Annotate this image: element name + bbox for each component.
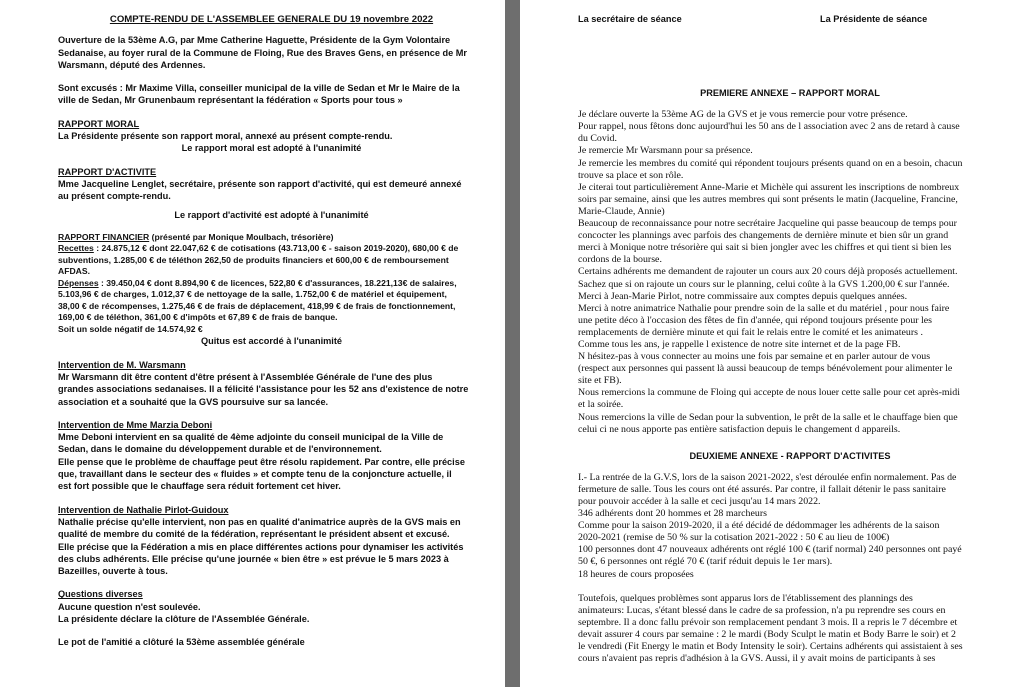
body-line: Je citerai tout particulièrement Anne-Marie et Michèle qui assurent les inscriptions de nombreux <box>578 181 960 193</box>
body-line: Merci à Jean-Marie Pirlot, notre commissaire aux comptes depuis quelques années. <box>578 290 908 302</box>
intro-line: Warsmann, député des Ardennes. <box>58 59 206 70</box>
body-line: N hésitez-pas à vous connecter au moins une fois par semaine et en parler autour de vous <box>578 351 931 363</box>
body-line: concocter les plannings avec parfois des changements de dernière minute et bien sûr un grand <box>578 230 949 242</box>
body-line: Nous remercions la ville de Sedan pour la subvention, le prêt de la salle et le chauffage bien que <box>578 411 958 423</box>
body-line: 18 heures de cours proposées <box>578 568 694 580</box>
body-line: Sachez que si on rajoute un cours sur le planning, celui coûte à la GVS 1.200,00 € sur l'année. <box>578 278 950 290</box>
body-line: trouve sa place et son rôle. <box>578 169 684 181</box>
questions-heading: Questions diverses <box>58 589 143 600</box>
solde-line: Soit un solde négatif de 14.574,92 € <box>58 323 203 334</box>
questions-line: La présidente déclare la clôture de l'Assemblée Générale. <box>58 614 310 624</box>
warsmann-line: grandes associations sedanaises. Il a félicité l'assistance pour les 52 ans d'existence de notre <box>58 384 469 395</box>
body-line: 100 personnes dont 47 nouveaux adhérents ont réglé 100 € (tarif normal) 240 personnes ont payé <box>578 544 962 556</box>
body-line: 2020-2021 (remise de 50 % sur la cotisation 2021-2022 : 50 € au lieu de 100€) <box>578 532 890 544</box>
excuses-paragraph <box>58 82 485 107</box>
body-line: le vendredi (Fit Energy le matin et Body Intensity le soir). Certains adhérents qui assistaient à ses <box>578 641 963 653</box>
body-line: cours n'avaient pas repris d'adhésion à la GVS. Aussi, il y avait moins de participants à ses <box>578 653 936 665</box>
pirlot-line: des clubs adhérents. Elle précise qu'une journée « bien être » est prévue le 5 mars 2023 à <box>58 553 449 564</box>
pirlot-line: Bazeilles, ouverte à tous. <box>58 566 168 577</box>
body-line: pour pouvoir accéder à la salle et ceci jusqu'au 14 mars 2022. <box>578 496 821 507</box>
body-line: septembre. Il a donc fallu prévoir son remplacement pendant 3 mois. Il a repris le 7 décembre et <box>578 616 958 628</box>
pirlot-line: qualité de membre du comité de la fédération, représentant le président absent et excusé. <box>58 529 450 540</box>
moral-adopt: Le rapport moral est adopté à l'unanimité <box>181 143 362 154</box>
recettes-label: Recettes <box>58 243 94 254</box>
recettes-line: AFDAS. <box>58 266 90 277</box>
recettes-line: subventions, 1.285,00 € de téléthon 262,50 de produits financiers et 600,00 € de remboursement <box>58 254 449 265</box>
body-line: merci à Monique notre trésorière qui sait si bien jongler avec les chiffres et qui tient si bien les <box>578 242 952 254</box>
document-title: COMPTE-RENDU DE L'ASSEMBLEE GENERALE DU 19 novembre 2022 <box>109 14 434 25</box>
body-line: site et FB). <box>578 375 622 387</box>
presidente-label: La Présidente de séance <box>820 14 928 24</box>
deboni-line: est fort possible que le chauffage sera réduit fortement cet hiver. <box>58 481 341 492</box>
deboni-heading: Intervention de Mme Marzia Deboni <box>58 419 213 430</box>
moral-heading: RAPPORT MORAL <box>58 118 140 129</box>
body-line: Je remercie Mr Warsmann pour sa présence. <box>578 145 753 157</box>
deboni-line: Elle pense que le problème de chauffage peut être résolu rapidement. Par contre, elle précise <box>58 456 465 467</box>
activite-adopt: Le rapport d'activité est adopté à l'unanimité <box>174 209 369 220</box>
warsmann-line: Mr Warsmann dit être content d'être présent à l'Assemblée Générale de l'une des plus <box>58 371 433 382</box>
secretaire-label: La secrétaire de séance <box>578 14 682 24</box>
intro-line: Sedanaise, au foyer rural de la Commune de Floing, Rue des Braves Gens, en présence de Mr <box>58 47 467 58</box>
pirlot-heading: Intervention de Nathalie Pirlot-Guidoux <box>58 504 229 515</box>
body-line: Comme tous les ans, je rappelle l existence de notre site internet et de la page FB. <box>578 338 901 350</box>
annex1-body <box>578 109 1002 436</box>
warsmann-heading: Intervention de M. Warsmann <box>58 359 186 370</box>
depenses-label: Dépenses <box>58 277 99 288</box>
body-line: cordons de la bourse. <box>578 254 662 266</box>
annex2-title: DEUXIEME ANNEXE - RAPPORT D'ACTIVITES <box>689 450 891 461</box>
body-line: du Covid. <box>578 133 617 145</box>
body-line: Je remercie les membres du comité qui répondent toujours présents quand on en a besoin, chacun <box>578 157 963 169</box>
body-line: 50 €, 6 personnes ont réglé 70 € (tarif réduit depuis le 1er mars). <box>578 556 833 568</box>
body-line: soirs par semaine, ainsi que les autres membres qui sont présents le matin (Jacqueline, Francine, <box>578 193 958 205</box>
page-right <box>520 0 1024 687</box>
financier-heading: RAPPORT FINANCIER <box>58 231 150 242</box>
page-left <box>0 0 505 687</box>
pirlot-line: Elle précise que la Fédération a mis en place différentes actions pour dynamiser les activités <box>58 541 464 552</box>
body-line: Marie-Claude, Annie) <box>578 205 665 217</box>
depenses-line: : 39.450,04 € dont 8.894,90 € de licences, 522,80 € d'assurances, 18.221,13€ de salaires, <box>98 277 457 288</box>
excuses-line: ville de Sedan, Mr Grunenbaum représentant la fédération « Sports pour tous » <box>58 95 403 106</box>
activite-line: au présent compte-rendu. <box>58 191 171 202</box>
deboni-line: que, travaillant dans le secteur des « fluides » et compte tenu de la conjoncture actuelle, il <box>58 469 452 480</box>
body-line: (respect aux personnes qui passent là aussi beaucoup de temps bénévolement pour alimenter le <box>578 363 953 375</box>
quitus: Quitus est accordé à l'unanimité <box>200 336 343 347</box>
activite-line: Mme Jacqueline Lenglet, secrétaire, présente son rapport d'activité, qui est demeuré annexé <box>58 178 462 189</box>
body-line: animateurs: Lucas, s'étant blessé dans le cadre de sa profession, n'a pu reprendre ses cours en <box>578 604 946 616</box>
financier-section <box>58 232 485 336</box>
recettes-line: : 24.875,12 € dont 22.047,62 € de cotisations (43.713,00 € - saison 2019-2020), 680,00 € de <box>93 243 459 254</box>
moral-text: La Présidente présente son rapport moral, annexé au présent compte-rendu. <box>58 131 393 142</box>
pirlot-line: Nathalie précise qu'elle intervient, non pas en qualité d'animatrice auprès de la GVS mais en <box>58 516 461 527</box>
body-line: Beaucoup de reconnaissance pour notre secrétaire Jacqueline qui passe beaucoup de temps pour <box>578 218 957 230</box>
body-line: Pour rappel, nous fêtons donc aujourd'hui les 50 ans de l association avec 2 ans de retard à cause <box>578 121 960 133</box>
depenses-line: 169,00 € de téléthon, 361,00 € d'impôts et 67,89 € de frais de banque. <box>58 312 338 323</box>
intro-paragraph <box>58 34 485 71</box>
body-line: remplacements de dernière minute et qui fait le relais entre le comité et les animateurs . <box>578 326 923 338</box>
body-line: et la soirée. <box>578 399 624 411</box>
questions-line: Aucune question n'est soulevée. <box>58 601 201 612</box>
annex2b-body <box>578 593 1002 666</box>
annex2-body <box>578 472 1002 581</box>
body-line: fermeture de salle. Tous les cours ont été assurés. Par contre, il fallait détenir le pass sanitaire <box>578 483 946 495</box>
body-line: I.- La rentrée de la G.V.S, lors de la saison 2021-2022, s'est déroulée enfin normalement. Pas de <box>578 471 957 483</box>
body-line: une petite déco à l'occasion des fêtes de fin d'année, qui répond toujours présente pour les <box>578 314 933 326</box>
body-line: Certains adhérents me demandent de rajouter un cours aux 20 cours déjà proposés actuellement. <box>578 266 958 278</box>
deboni-line: Mme Deboni intervient en sa qualité de 4ème adjointe du conseil municipal de la Ville de <box>58 432 444 443</box>
body-line: 346 adhérents dont 20 hommes et 28 marcheurs <box>578 508 767 520</box>
body-line: celui ci ne nous apporte pas entière satisfaction depuis le changement d appareils. <box>578 423 901 435</box>
body-line: Je déclare ouverte la 53ème AG de la GVS et je vous remercie pour votre présence. <box>578 109 908 121</box>
excuses-line: Sont excusés : Mr Maxime Villa, conseiller municipal de la ville de Sedan et Mr le Maire de la <box>58 83 460 94</box>
activite-heading: RAPPORT D'ACTIVITE <box>58 166 157 177</box>
pot-line: Le pot de l'amitié a clôturé la 53ème assemblée générale <box>58 637 305 648</box>
signature-row <box>578 13 1002 25</box>
intro-line: Ouverture de la 53ème A.G, par Mme Catherine Haguette, Présidente de la Gym Volontaire <box>58 35 451 46</box>
body-line: Toutefois, quelques problèmes sont apparus lors de l'établissement des plannings des <box>578 592 913 604</box>
deboni-line: Sedan, dans le domaine du développement durable et de l'environnement. <box>58 444 382 455</box>
annex1-title: PREMIERE ANNEXE – RAPPORT MORAL <box>700 88 880 99</box>
financier-sub: (présenté par Monique Moulbach, trésorière) <box>149 231 334 242</box>
depenses-line: 5.103,96 € de charges, 1.012,37 € de nettoyage de la salle, 1.752,00 € de matériel et équipement, <box>58 289 447 300</box>
depenses-line: 38,00 € de récompenses, 1.275,46 € de frais de déplacement, 418,99 € de frais de fonctionnement, <box>58 300 456 311</box>
body-line: Merci à notre animatrice Nathalie pour prendre soin de la salle et du matériel , pour nous faire <box>578 302 950 314</box>
body-line: Nous remercions la commune de Floing qui accepte de nous louer cette salle pour cet après-midi <box>578 387 960 399</box>
warsmann-line: association et a souhaité que la GVS poursuive sur sa lancée. <box>58 396 329 407</box>
body-line: devait assurer 4 cours par semaine : 2 le mardi (Body Sculpt le matin et Body Barre le soir) et 2 <box>578 628 956 640</box>
body-line: Comme pour la saison 2019-2020, il a été décidé de dédommager les adhérents de la saison <box>578 520 940 532</box>
